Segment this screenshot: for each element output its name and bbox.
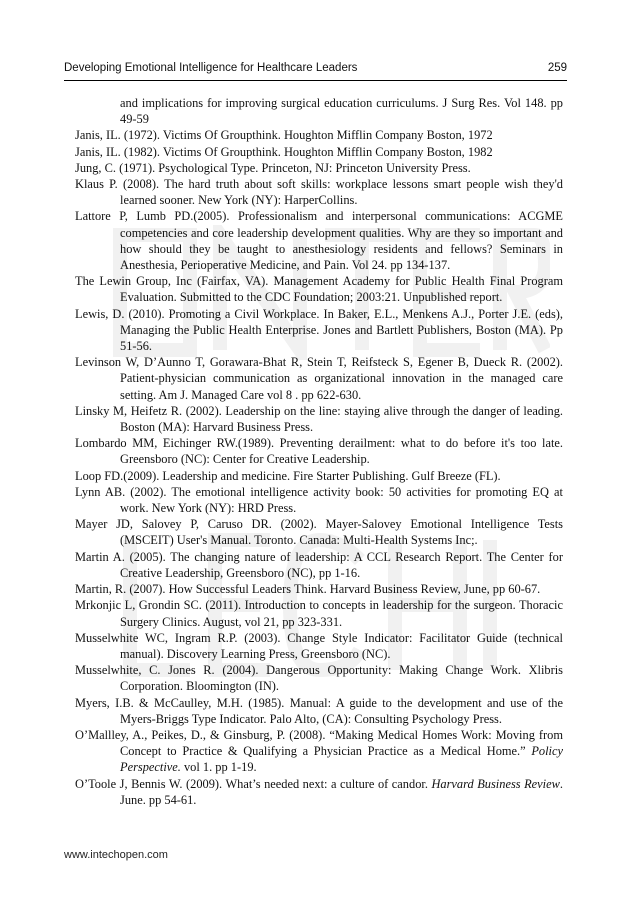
journal-title: Harvard Business Review	[431, 776, 560, 791]
reference-entry: Janis, IL. (1982). Victims Of Groupthink. Houghton Mifflin Company Boston, 1982	[75, 144, 493, 159]
reference-entry: Myers, I.B. & McCaulley, M.H. (1985). Manual: A guide to the development and use of the Myers-Briggs Type Indicator. Palo Alto, (CA): Consulting Psychology Press.	[75, 695, 563, 726]
reference-entry: Martin, R. (2007). How Successful Leaders Think. Harvard Business Review, June, pp 60-67.	[75, 582, 541, 597]
reference-entry: Levinson W, D’Aunno T, Gorawara-Bhat R, Stein T, Reifsteck S, Egener B, Dueck R. (2002). Patient-physician communication as organizational innovation in the managed care setting. Am J. Managed Care vol 8 . pp 622-630.	[75, 355, 563, 402]
reference-entry: Musselwhite WC, Ingram R.P. (2003). Change Style Indicator: Facilitator Guide (technical manual). Discovery Learning Press, Greensboro (NC).	[75, 630, 563, 661]
reference-entry: Lombardo MM, Eichinger RW.(1989). Preventing derailment: what to do before it's too late. Greensboro (NC): Center for Creative Leadership.	[75, 436, 563, 467]
footer-url: www.intechopen.com	[64, 849, 168, 861]
reference-entry: Mayer JD, Salovey P, Caruso DR. (2002). Mayer-Salovey Emotional Intelligence Tests (MSCEIT) User's Manual. Toronto. Canada: Multi-Health Systems Inc;.	[75, 517, 563, 548]
reference-entry	[75, 776, 563, 808]
reference-entry: and implications for improving surgical education curriculums. J Surg Res. Vol 148. pp 49-59	[120, 96, 563, 127]
reference-entry: Lewis, D. (2010). Promoting a Civil Workplace. In Baker, E.L., Menkens A.J., Porter J.E. (eds), Managing the Public Health Enterprise. Jones and Bartlett Publishers, Boston (MA). Pp 51-56.	[75, 306, 563, 354]
reference-entry: Musselwhite, C. Jones R. (2004). Dangerous Opportunity: Making Change Work. Xlibris Corporation. Bloomington (IN).	[75, 663, 563, 694]
reference-entry: Jung, C. (1971). Psychological Type. Princeton, NJ: Princeton University Press.	[75, 160, 471, 175]
reference-entry: Janis, IL. (1972). Victims Of Groupthink. Houghton Mifflin Company Boston, 1972	[75, 128, 493, 143]
journal-title: Policy Perspective.	[120, 744, 563, 775]
reference-text: O’Toole J, Bennis W. (2009). What’s needed next: a culture of candor.	[75, 776, 432, 791]
reference-text: vol 1. pp 1-19.	[180, 760, 257, 775]
reference-entry	[75, 727, 563, 776]
reference-entry: Linsky M, Heifetz R. (2002). Leadership on the line: staying alive through the danger of leading. Boston (MA): Harvard Business Press.	[75, 403, 563, 435]
reference-entry: Loop FD.(2009). Leadership and medicine. Fire Starter Publishing. Gulf Breeze (FL).	[75, 468, 501, 483]
reference-entry: Martin A. (2005). The changing nature of leadership: A CCL Research Report. The Center for Creative Leadership, Greensboro (NC), pp 1-16.	[75, 549, 563, 580]
running-header	[64, 60, 567, 81]
reference-entry: The Lewin Group, Inc (Fairfax, VA). Management Academy for Public Health Final Program Evaluation. Submitted to the CDC Foundation; 2003:21. Unpublished report.	[75, 274, 563, 305]
reference-entry: Lynn AB. (2002). The emotional intelligence activity book: 50 activities for promoting EQ at work. New York (NY): HRD Press.	[75, 484, 563, 516]
running-title: Developing Emotional Intelligence for Healthcare Leaders	[64, 62, 358, 74]
reference-entry: Lattore P, Lumb PD.(2005). Professionalism and interpersonal communications: ACGME competencies and core leadership development qualities. Why are they so important and how should they be taught to anesthesiology residents and fellows? Seminars in Anesthesia, Perioperative Medicine, and Pain. Vol 24. pp 134-137.	[75, 209, 563, 273]
reference-list	[75, 95, 563, 808]
page-number: 259	[547, 62, 567, 74]
reference-entry: Mrkonjic L, Grondin SC. (2011). Introduction to concepts in leadership for the surgeon. Thoracic Surgery Clinics. August, vol 21, pp 323-331.	[75, 598, 563, 629]
reference-text: . June. pp 54-61.	[120, 776, 563, 807]
reference-entry: Klaus P. (2008). The hard truth about soft skills: workplace lessons smart people wish they'd learned sooner. New York (NY): HarperCollins.	[75, 177, 563, 208]
reference-text: O’Mallley, A., Peikes, D., & Ginsburg, P. (2008). “Making Medical Homes Work: Moving from Concept to Practice & Qualifying a Physician Practice as a Medical Home.”	[75, 727, 563, 759]
